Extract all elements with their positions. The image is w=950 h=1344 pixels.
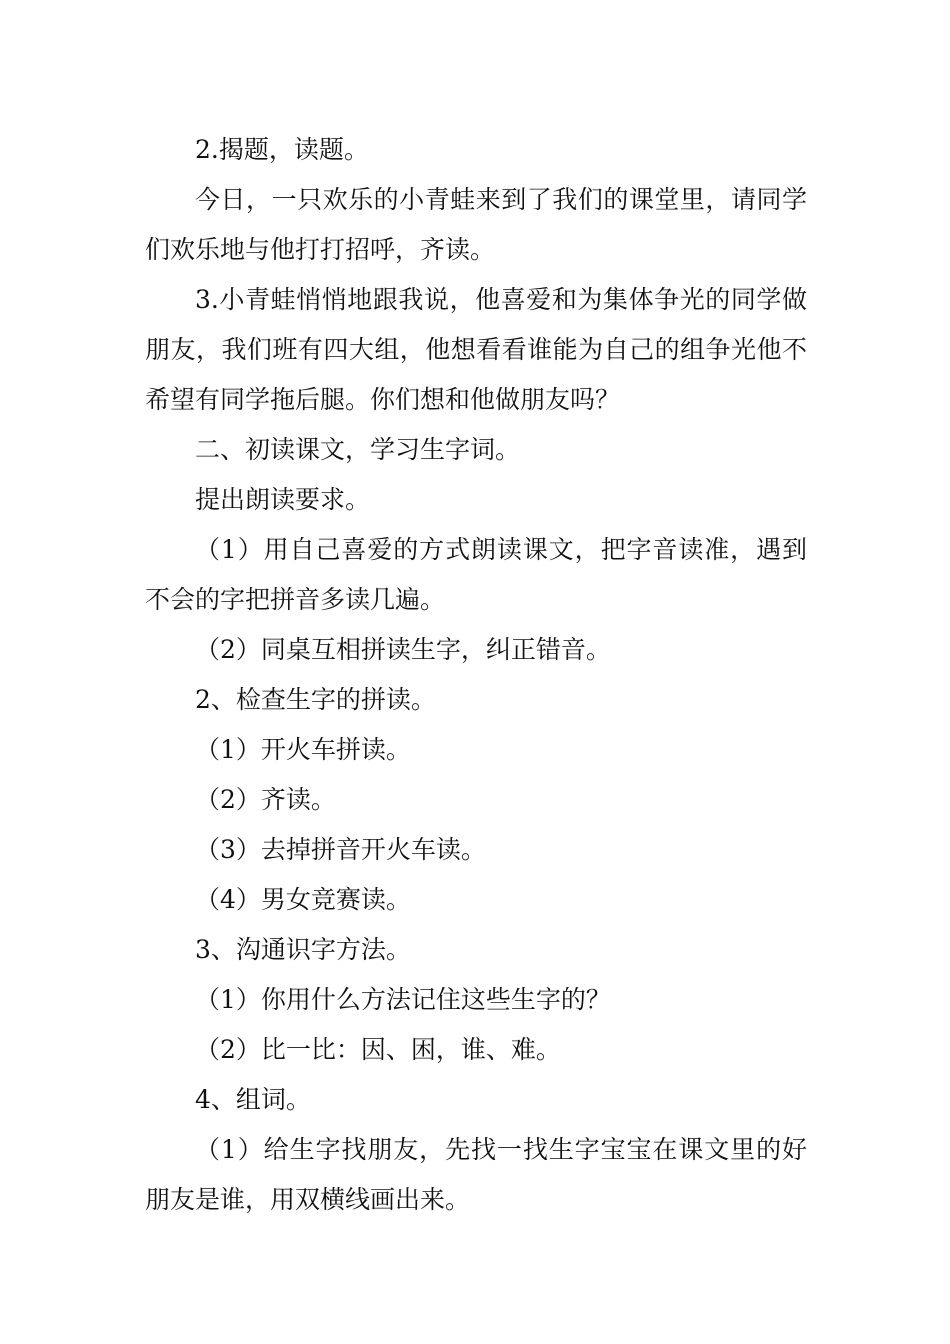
paragraph-reveal-title: 2.揭题，读题。 bbox=[195, 135, 369, 164]
paragraph-reading-requirements: 提出朗读要求。 bbox=[195, 485, 371, 514]
paragraph-literacy-methods: 3、沟通识字方法。 bbox=[195, 935, 411, 964]
document-body bbox=[145, 125, 807, 1225]
list-item-memory-method: （1）你用什么方法记住这些生字的？ bbox=[195, 985, 611, 1014]
list-item-train-reading: （1）开火车拼读。 bbox=[195, 735, 411, 764]
list-item-compare-characters: （2）比一比：因、困，谁、难。 bbox=[195, 1035, 561, 1064]
paragraph-word-building: 4、组词。 bbox=[195, 1085, 311, 1114]
list-item-group-reading: （2）齐读。 bbox=[195, 785, 336, 814]
list-item-contest-reading: （4）男女竞赛读。 bbox=[195, 885, 411, 914]
list-item-peer-check: （2）同桌互相拼读生字，纠正错音。 bbox=[195, 635, 611, 664]
list-item-find-friends: （1）给生字找朋友，先找一找生字宝宝在课文里的好朋友是谁，用双横线画出来。 bbox=[145, 1135, 807, 1214]
paragraph-frog-friends: 3.小青蛙悄悄地跟我说，他喜爱和为集体争光的同学做朋友，我们班有四大组，他想看看谁能为自己的组争光他不希望有同学拖后腿。你们想和他做朋友吗？ bbox=[145, 285, 807, 414]
list-item-no-pinyin-reading: （3）去掉拼音开火车读。 bbox=[195, 835, 486, 864]
section-heading-first-reading: 二、初读课文，学习生字词。 bbox=[195, 435, 521, 464]
paragraph-frog-greeting: 今日，一只欢乐的小青蛙来到了我们的课堂里，请同学们欢乐地与他打打招呼，齐读。 bbox=[145, 185, 807, 264]
paragraph-check-pinyin: 2、检查生字的拼读。 bbox=[195, 685, 436, 714]
list-item-read-aloud: （1）用自己喜爱的方式朗读课文，把字音读准，遇到不会的字把拼音多读几遍。 bbox=[145, 535, 807, 614]
